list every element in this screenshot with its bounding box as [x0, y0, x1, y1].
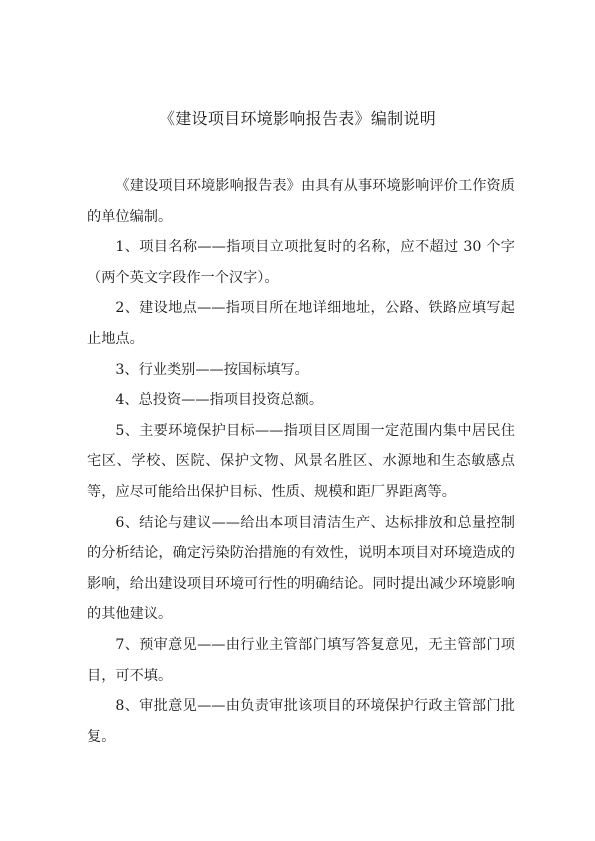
paragraph-intro: 《建设项目环境影响报告表》由具有从事环境影响评价工作资质的单位编制。	[87, 178, 515, 225]
paragraph-item-2: 2、建设地点——指项目所在地详细地址，公路、铁路应填写起止地点。	[87, 300, 515, 347]
paragraph-item-8: 8、审批意见——由负责审批该项目的环境保护行政主管部门批复。	[87, 698, 515, 745]
paragraph-item-6: 6、结论与建议——给出本项目清洁生产、达标排放和总量控制的分析结论，确定污染防治措施的有效性，说明本项目对环境造成的影响，给出建设项目环境可行性的明确结论。同时提出减少环境影响的其他建议。	[87, 514, 515, 623]
paragraph-item-4: 4、总投资——指项目投资总额。	[115, 392, 324, 409]
paragraph-item-5: 5、主要环境保护目标——指项目区周围一定范围内集中居民住宅区、学校、医院、保护文物、风景名胜区、水源地和生态敏感点等，应尽可能给出保护目标、性质、规模和距厂界距离等。	[87, 422, 515, 500]
paragraph-item-1: 1、项目名称——指项目立项批复时的名称，应不超过 30 个字（两个英文字段作一个汉字）。	[87, 239, 515, 286]
paragraph-item-7: 7、预审意见——由行业主管部门填写答复意见，无主管部门项目，可不填。	[87, 636, 515, 684]
paragraph-item-3: 3、行业类别——按国标填写。	[115, 361, 309, 378]
document-body	[87, 171, 515, 752]
document-title: 《建设项目环境影响报告表》编制说明	[158, 109, 437, 128]
